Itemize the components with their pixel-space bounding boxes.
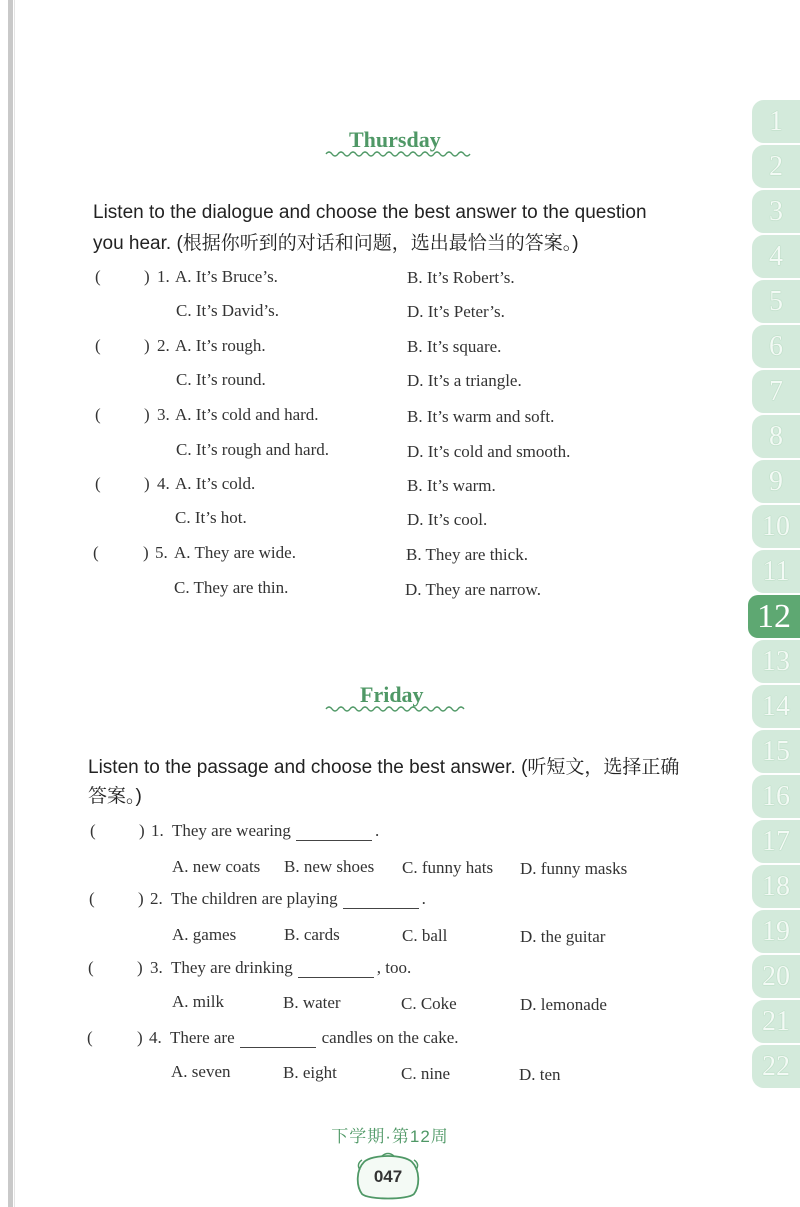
index-tab-13: 13 bbox=[752, 640, 800, 683]
index-tab-16: 16 bbox=[752, 775, 800, 818]
index-tab-8: 8 bbox=[752, 415, 800, 458]
option-b: B. It’s square. bbox=[407, 337, 502, 356]
option-b: B. It’s Robert’s. bbox=[407, 268, 515, 287]
option-a: A. seven bbox=[171, 1062, 231, 1081]
friday-instruction-line-2: 答案。) bbox=[88, 786, 142, 807]
answer-blank bbox=[343, 892, 419, 909]
option-c: C. It’s David’s. bbox=[176, 301, 279, 320]
question-number: 2. bbox=[150, 889, 163, 908]
question-number: 3. bbox=[157, 405, 170, 424]
option-d: D. funny masks bbox=[520, 859, 628, 878]
answer-bracket-open: ( bbox=[95, 405, 101, 424]
index-tab-7: 7 bbox=[752, 370, 800, 413]
option-c: C. funny hats bbox=[402, 858, 494, 877]
index-tab-18: 18 bbox=[752, 865, 800, 908]
stem-text: The children are playing bbox=[171, 889, 338, 908]
index-tab-1: 1 bbox=[752, 100, 800, 143]
index-tab-4: 4 bbox=[752, 235, 800, 278]
thursday-instruction-line-1: Listen to the dialogue and choose the best answer to the question bbox=[93, 202, 647, 223]
stem-text: There are bbox=[170, 1028, 235, 1047]
thursday-instruction-line-2: you hear. (根据你听到的对话和问题，选出最恰当的答案。) bbox=[93, 233, 579, 254]
answer-bracket-open: ( bbox=[95, 474, 101, 493]
index-tab-15: 15 bbox=[752, 730, 800, 773]
stem-suffix: . bbox=[421, 889, 426, 908]
option-b: B. It’s warm and soft. bbox=[407, 407, 555, 426]
index-tab-6: 6 bbox=[752, 325, 800, 368]
option-c: C. It’s rough and hard. bbox=[176, 440, 329, 459]
option-c: C. nine bbox=[401, 1064, 451, 1083]
friday-question-2 bbox=[0, 889, 740, 949]
thursday-wave-underline bbox=[325, 149, 471, 158]
answer-bracket-open: ( bbox=[95, 267, 101, 286]
page-number: 047 bbox=[373, 1167, 403, 1186]
stem-text: They are wearing bbox=[172, 821, 291, 840]
answer-bracket-close: ) bbox=[143, 543, 149, 562]
friday-question-1 bbox=[0, 821, 740, 881]
option-c: C. ball bbox=[402, 926, 448, 945]
answer-bracket-close: ) bbox=[137, 1028, 143, 1047]
index-tab-17: 17 bbox=[752, 820, 800, 863]
friday-question-3 bbox=[0, 958, 740, 1018]
stem-suffix: . bbox=[374, 821, 380, 840]
index-tab-12: 12 bbox=[748, 595, 800, 638]
answer-bracket-close: ) bbox=[137, 958, 143, 977]
option-d: D. It’s a triangle. bbox=[407, 371, 522, 390]
index-tab-21: 21 bbox=[752, 1000, 800, 1043]
answer-bracket-open: ( bbox=[88, 958, 94, 977]
option-b: B. It’s warm. bbox=[407, 476, 496, 495]
friday-instruction-line-1: Listen to the passage and choose the best answer. (听短文，选择正确 bbox=[88, 757, 680, 778]
option-b: B. They are thick. bbox=[406, 545, 528, 564]
option-b: B. cards bbox=[284, 925, 340, 944]
answer-bracket-open: ( bbox=[87, 1028, 93, 1047]
thursday-question-1 bbox=[0, 267, 740, 327]
index-tab-22: 22 bbox=[752, 1045, 800, 1088]
answer-bracket-open: ( bbox=[93, 543, 99, 562]
thursday-question-5 bbox=[0, 543, 740, 603]
friday-question-4 bbox=[0, 1028, 740, 1088]
answer-bracket-close: ) bbox=[144, 405, 150, 424]
index-tab-11: 11 bbox=[752, 550, 800, 593]
option-a: A. games bbox=[172, 925, 237, 944]
question-number: 4. bbox=[157, 474, 170, 493]
stem-suffix: , too. bbox=[376, 958, 412, 977]
answer-bracket-close: ) bbox=[144, 336, 150, 355]
option-d: D. lemonade bbox=[520, 995, 607, 1014]
index-tab-5: 5 bbox=[752, 280, 800, 323]
term-week-label: 下学期·第12周 bbox=[331, 1127, 449, 1146]
option-b: B. new shoes bbox=[284, 857, 375, 876]
index-tab-20: 20 bbox=[752, 955, 800, 998]
option-a: A. milk bbox=[172, 992, 224, 1011]
option-a: A. It’s cold and hard. bbox=[175, 405, 319, 424]
question-stem bbox=[171, 958, 411, 978]
option-a: A. They are wide. bbox=[174, 543, 296, 562]
stem-text: They are drinking bbox=[171, 958, 293, 977]
option-c: C. Coke bbox=[401, 994, 457, 1013]
index-tab-14: 14 bbox=[752, 685, 800, 728]
thursday-title: Thursday bbox=[349, 127, 441, 152]
stem-suffix: candles on the cake. bbox=[321, 1028, 459, 1047]
answer-bracket-open: ( bbox=[95, 336, 101, 355]
answer-blank bbox=[240, 1031, 316, 1048]
option-a: A. new coats bbox=[172, 857, 261, 876]
option-c: C. It’s round. bbox=[176, 370, 266, 389]
index-tab-2: 2 bbox=[752, 145, 800, 188]
answer-bracket-close: ) bbox=[138, 889, 144, 908]
answer-bracket-close: ) bbox=[144, 474, 150, 493]
option-c: C. They are thin. bbox=[174, 578, 289, 597]
answer-bracket-close: ) bbox=[139, 821, 145, 840]
option-d: D. It’s cold and smooth. bbox=[407, 442, 571, 461]
question-number: 3. bbox=[150, 958, 163, 977]
answer-blank bbox=[296, 824, 372, 841]
question-number: 4. bbox=[149, 1028, 162, 1047]
option-b: B. eight bbox=[283, 1063, 337, 1082]
week-index-tabs bbox=[748, 100, 800, 1090]
question-stem bbox=[170, 1028, 459, 1048]
option-c: C. It’s hot. bbox=[175, 508, 247, 527]
question-number: 1. bbox=[151, 821, 164, 840]
option-d: D. It’s Peter’s. bbox=[407, 302, 505, 321]
question-number: 1. bbox=[157, 267, 170, 286]
friday-wave-underline bbox=[325, 704, 465, 713]
answer-bracket-open: ( bbox=[90, 821, 96, 840]
question-number: 2. bbox=[157, 336, 170, 355]
answer-bracket-open: ( bbox=[89, 889, 95, 908]
option-d: D. ten bbox=[519, 1065, 561, 1084]
answer-bracket-close: ) bbox=[144, 267, 150, 286]
option-a: A. It’s cold. bbox=[175, 474, 256, 493]
thursday-question-4 bbox=[0, 474, 740, 534]
option-d: D. the guitar bbox=[520, 927, 606, 946]
thursday-question-2 bbox=[0, 336, 740, 396]
option-a: A. It’s rough. bbox=[175, 336, 266, 355]
question-stem bbox=[171, 889, 426, 909]
index-tab-3: 3 bbox=[752, 190, 800, 233]
scan-edge bbox=[8, 0, 13, 1207]
scan-edge-line bbox=[14, 0, 15, 1207]
answer-blank bbox=[298, 961, 374, 978]
thursday-question-3 bbox=[0, 405, 740, 465]
friday-title: Friday bbox=[360, 682, 424, 707]
option-d: D. They are narrow. bbox=[405, 580, 541, 599]
question-stem bbox=[172, 821, 379, 841]
option-d: D. It’s cool. bbox=[407, 510, 488, 529]
question-number: 5. bbox=[155, 543, 168, 562]
index-tab-10: 10 bbox=[752, 505, 800, 548]
option-b: B. water bbox=[283, 993, 341, 1012]
index-tab-19: 19 bbox=[752, 910, 800, 953]
index-tab-9: 9 bbox=[752, 460, 800, 503]
option-a: A. It’s Bruce’s. bbox=[175, 267, 278, 286]
